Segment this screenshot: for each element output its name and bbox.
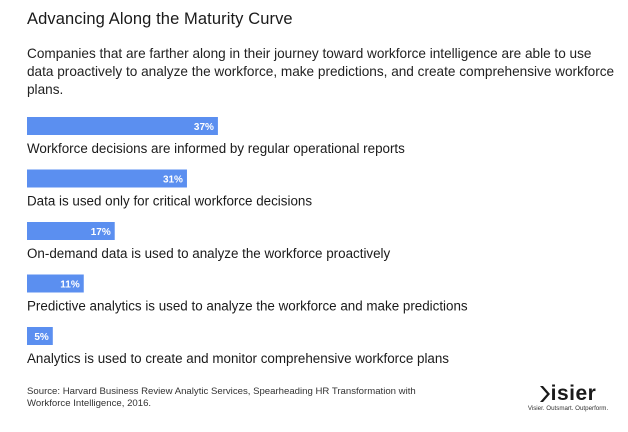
category-label: Workforce decisions are informed by regular operational reports — [27, 141, 405, 156]
bar-value-label: 11% — [60, 279, 80, 291]
logo-tagline: Visier. Outsmart. Outperform. — [527, 405, 609, 412]
bar-value-label: 17% — [90, 227, 111, 238]
category-label: Analytics is used to create and monitor comprehensive workforce plans — [27, 351, 450, 366]
bar-value-label: 5% — [34, 332, 49, 343]
visier-v-mark-icon — [540, 385, 551, 403]
category-label: Predictive analytics is used to analyze the workforce and make predictions — [27, 298, 468, 314]
source-note: Source: Harvard Business Review Analytic Services, Spearheading HR Transformation with Workforce Intelligence, 2016. — [27, 386, 416, 409]
bar — [27, 117, 218, 135]
bar-value-label: 37% — [193, 122, 214, 133]
chart-subtitle: Companies that are farther along in their journey toward workforce intelligence are able to use data proactively to analyze the workforce, make predictions, and create comprehensive workforce plans. — [27, 46, 615, 97]
category-label: Data is used only for critical workforce decisions — [27, 193, 313, 209]
visier-logo — [523, 384, 613, 412]
category-label: On-demand data is used to analyze the workforce proactively — [27, 246, 391, 261]
bar-value-label: 31% — [162, 174, 183, 186]
chart-title: Advancing Along the Maturity Curve — [27, 10, 293, 28]
logo-wordmark: isier — [550, 382, 597, 405]
